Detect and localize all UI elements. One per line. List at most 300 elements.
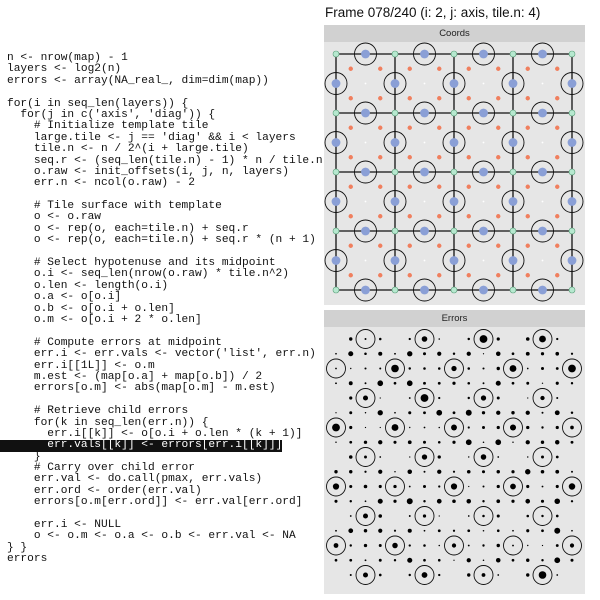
blue-point: [568, 138, 577, 147]
error-point: [394, 412, 396, 414]
error-point: [349, 470, 352, 473]
grid-point: [424, 260, 426, 262]
error-point: [512, 352, 515, 355]
error-point: [482, 367, 484, 369]
error-point: [555, 352, 559, 356]
error-point: [363, 395, 368, 400]
code-line: errors <- array(NA_real_, dim=dim(map)): [7, 74, 269, 87]
error-point: [332, 424, 340, 432]
error-point: [409, 338, 411, 340]
orange-point: [408, 96, 412, 100]
error-point: [527, 545, 528, 546]
error-point: [409, 544, 411, 546]
error-point: [468, 486, 469, 487]
orange-point: [555, 96, 559, 100]
error-point: [512, 442, 513, 443]
code-line: errors: [7, 553, 48, 566]
error-point: [378, 499, 383, 504]
error-point: [453, 560, 454, 561]
errors-panel-title: Errors: [324, 310, 585, 327]
code-line: tile.n <- n / 2^(i + large.tile): [7, 143, 249, 156]
orange-point: [496, 67, 500, 71]
orange-point: [555, 155, 559, 159]
vertex-point: [510, 169, 516, 175]
error-point: [378, 410, 383, 415]
error-point: [554, 528, 560, 534]
blue-point: [361, 286, 370, 295]
orange-point: [437, 185, 441, 189]
error-point: [349, 559, 352, 562]
error-point: [378, 529, 382, 533]
orange-point: [526, 273, 530, 277]
blue-point: [509, 138, 518, 147]
error-point: [379, 456, 381, 458]
blue-point: [509, 79, 518, 88]
error-point: [364, 529, 367, 532]
error-point: [378, 514, 382, 518]
error-point: [556, 382, 559, 385]
code-line: # Tile surface with template: [7, 200, 222, 213]
grid-point: [542, 201, 544, 203]
orange-point: [349, 273, 353, 277]
error-point: [571, 530, 573, 532]
error-point: [407, 498, 413, 504]
blue-point: [420, 286, 429, 295]
error-point: [482, 515, 485, 518]
error-point: [571, 500, 573, 502]
error-point: [569, 483, 575, 489]
error-point: [556, 485, 559, 488]
error-point: [512, 382, 515, 385]
error-point: [407, 351, 412, 356]
error-point: [541, 559, 543, 561]
error-point: [379, 485, 382, 488]
orange-point: [496, 273, 500, 277]
error-point: [393, 500, 396, 503]
error-point: [554, 498, 560, 504]
error-point: [394, 471, 395, 472]
error-point: [556, 515, 559, 518]
error-point: [526, 485, 529, 488]
error-point: [422, 572, 428, 578]
code-line: err.ord <- order(err.val): [7, 484, 202, 497]
code-line: n <- nrow(map) - 1: [7, 52, 128, 64]
blue-point: [538, 286, 547, 295]
orange-point: [378, 214, 382, 218]
error-point: [482, 500, 484, 502]
error-point: [466, 499, 471, 504]
error-point: [497, 337, 500, 340]
error-point: [437, 470, 441, 474]
error-point: [409, 574, 411, 576]
blue-point: [361, 50, 370, 59]
error-point: [453, 411, 456, 414]
error-point: [467, 382, 470, 385]
vertex-point: [333, 287, 339, 293]
error-point: [438, 382, 441, 385]
grid-point: [365, 201, 367, 203]
blue-point: [509, 256, 518, 265]
orange-point: [467, 244, 471, 248]
error-point: [364, 544, 367, 547]
orange-point: [467, 155, 471, 159]
error-point: [497, 529, 500, 532]
vertex-point: [451, 51, 457, 57]
error-point: [497, 544, 500, 547]
error-point: [453, 530, 455, 532]
error-point: [379, 338, 382, 341]
blue-point: [509, 197, 518, 206]
error-point: [570, 426, 574, 430]
error-point: [364, 352, 367, 355]
vertex-point: [569, 51, 575, 57]
orange-point: [437, 244, 441, 248]
error-point: [571, 353, 573, 355]
error-point: [526, 352, 530, 356]
error-point: [526, 573, 529, 576]
error-point: [541, 426, 543, 428]
orange-point: [349, 96, 353, 100]
orange-point: [496, 214, 500, 218]
error-point: [555, 470, 559, 474]
blue-point: [420, 50, 429, 59]
orange-point: [555, 67, 559, 71]
error-point: [380, 397, 381, 398]
error-point: [467, 367, 470, 370]
vertex-point: [451, 110, 457, 116]
error-point: [452, 499, 456, 503]
error-point: [423, 441, 426, 444]
error-point: [482, 544, 484, 546]
error-point: [363, 513, 368, 518]
orange-point: [408, 214, 412, 218]
orange-point: [378, 155, 382, 159]
code-line: # Carry over child error: [7, 462, 195, 475]
grid-point: [365, 142, 367, 144]
error-point: [483, 441, 485, 443]
vertex-point: [569, 110, 575, 116]
error-point: [438, 338, 440, 340]
error-point: [348, 351, 353, 356]
error-point: [467, 573, 470, 576]
error-point: [482, 411, 485, 414]
error-point: [525, 469, 530, 474]
orange-point: [496, 244, 500, 248]
orange-point: [408, 126, 412, 130]
error-point: [496, 499, 500, 503]
blue-point: [538, 227, 547, 236]
code-line: } }: [7, 541, 28, 554]
error-point: [421, 394, 429, 402]
error-point: [467, 558, 471, 562]
error-point: [512, 559, 515, 562]
code-line: m.est <- (map[o.a] + map[o.b]) / 2: [7, 370, 263, 383]
error-point: [424, 471, 426, 473]
orange-point: [526, 214, 530, 218]
error-point: [568, 365, 576, 373]
orange-point: [378, 185, 382, 189]
error-point: [438, 545, 440, 547]
error-point: [527, 456, 528, 457]
error-point: [364, 485, 368, 489]
error-point: [526, 440, 530, 444]
error-point: [571, 471, 573, 473]
blue-point: [450, 138, 459, 147]
grid-point: [483, 142, 485, 144]
orange-point: [555, 185, 559, 189]
error-point: [451, 366, 456, 371]
error-point: [424, 427, 426, 429]
error-point: [542, 383, 543, 384]
error-point: [350, 500, 352, 502]
error-point: [350, 368, 351, 369]
error-point: [466, 439, 472, 445]
code-line: for(k in seq_len(err.n)) {: [7, 416, 209, 429]
code-line: err.i <- err.vals <- vector('list', err.n): [7, 348, 316, 361]
orange-point: [526, 67, 530, 71]
blue-point: [479, 227, 488, 236]
error-point: [571, 382, 573, 384]
error-point: [423, 485, 426, 488]
blue-point: [332, 79, 341, 88]
grid-point: [424, 83, 426, 85]
coords-panel-title: Coords: [324, 25, 585, 42]
error-point: [541, 441, 544, 444]
error-point: [438, 367, 441, 370]
error-point: [437, 352, 441, 356]
error-point: [394, 530, 396, 532]
error-point: [496, 381, 501, 386]
grid-point: [542, 83, 544, 85]
vertex-point: [569, 287, 575, 293]
code-line: large.tile <- j == 'diag' && i < layers: [7, 131, 296, 144]
orange-point: [467, 214, 471, 218]
blue-point: [479, 168, 488, 177]
error-point: [438, 427, 440, 429]
blue-point: [361, 168, 370, 177]
error-point: [438, 455, 441, 458]
code-line: err.i[[1L]] <- o.m: [7, 359, 155, 372]
error-point: [541, 470, 545, 474]
vertex-point: [510, 228, 516, 234]
error-point: [423, 411, 426, 414]
error-point: [525, 499, 530, 504]
error-point: [554, 557, 560, 563]
orange-point: [349, 244, 353, 248]
error-point: [468, 515, 470, 517]
error-point: [394, 353, 396, 355]
error-point: [438, 441, 441, 444]
error-point: [349, 381, 353, 385]
error-point: [542, 486, 544, 488]
error-point: [350, 544, 352, 546]
blue-point: [538, 50, 547, 59]
code-line: # Select hypotenuse and its midpoint: [7, 257, 276, 270]
blue-point: [420, 168, 429, 177]
error-point: [468, 545, 470, 547]
error-point: [468, 338, 470, 340]
error-point: [423, 500, 425, 502]
error-point: [468, 397, 470, 399]
error-point: [438, 559, 441, 562]
orange-point: [437, 273, 441, 277]
error-point: [377, 380, 383, 386]
orange-point: [467, 96, 471, 100]
error-point: [496, 558, 501, 563]
code-line: err.n <- ncol(o.raw) - 2: [7, 177, 195, 190]
error-point: [510, 484, 516, 490]
error-point: [408, 411, 411, 414]
blue-point: [538, 168, 547, 177]
vertex-point: [392, 169, 398, 175]
code-line: err.val <- do.call(pmax, err.vals): [7, 473, 263, 486]
blue-point: [568, 79, 577, 88]
error-point: [466, 410, 472, 416]
error-point: [540, 396, 544, 400]
error-point: [363, 572, 368, 577]
error-point: [364, 441, 367, 444]
error-point: [527, 397, 528, 398]
orange-point: [467, 185, 471, 189]
vertex-point: [451, 287, 457, 293]
error-point: [526, 529, 529, 532]
vertex-point: [333, 169, 339, 175]
error-point: [510, 424, 516, 430]
error-point: [539, 336, 546, 343]
error-point: [483, 530, 485, 532]
error-point: [391, 365, 399, 373]
error-point: [497, 456, 499, 458]
vertex-point: [333, 51, 339, 57]
code-line: # Initialize template tile: [7, 120, 209, 133]
orange-point: [526, 126, 530, 130]
error-point: [541, 529, 544, 532]
error-point: [555, 410, 560, 415]
code-line: o.len <- length(o.i): [7, 279, 169, 292]
code-line: for(j in c('axis', 'diag')) {: [7, 108, 216, 121]
code-listing: [7, 53, 323, 566]
error-point: [541, 456, 544, 459]
vertex-point: [451, 169, 457, 175]
coords-panel: [324, 25, 585, 305]
error-point: [468, 456, 469, 457]
error-point: [365, 338, 367, 340]
blue-point: [420, 109, 429, 118]
grid-point: [483, 83, 485, 85]
error-point: [482, 485, 484, 487]
blue-point: [568, 197, 577, 206]
error-point: [541, 352, 544, 355]
error-point: [409, 397, 411, 399]
error-point: [452, 441, 455, 444]
orange-point: [408, 244, 412, 248]
error-point: [571, 441, 574, 444]
code-line-highlighted: err.vals[[k]] <- errors[err.i[[k]]]: [0, 440, 282, 451]
error-point: [438, 485, 440, 487]
error-point: [378, 352, 382, 356]
orange-point: [496, 155, 500, 159]
blue-point: [391, 138, 400, 147]
error-point: [452, 382, 455, 385]
error-point: [393, 441, 396, 444]
error-point: [335, 368, 337, 370]
vertex-point: [510, 51, 516, 57]
code-line: [7, 87, 323, 98]
error-point: [394, 559, 396, 561]
error-point: [526, 426, 529, 429]
vertex-point: [392, 228, 398, 234]
error-point: [483, 559, 485, 561]
orange-point: [378, 67, 382, 71]
error-point: [437, 499, 442, 504]
error-point: [392, 543, 397, 548]
error-point: [556, 338, 558, 340]
blue-point: [450, 197, 459, 206]
error-point: [556, 426, 559, 429]
error-point: [481, 395, 486, 400]
error-point: [423, 559, 426, 562]
vertex-point: [569, 228, 575, 234]
code-line: # Compute errors at midpoint: [7, 336, 222, 349]
error-point: [333, 483, 339, 489]
error-point: [570, 543, 574, 547]
error-point: [408, 440, 412, 444]
error-point: [539, 571, 547, 579]
error-point: [349, 485, 352, 488]
error-point: [422, 336, 428, 342]
error-point: [526, 559, 529, 562]
error-point: [495, 439, 501, 445]
error-point: [436, 410, 442, 416]
error-point: [511, 411, 514, 414]
orange-point: [378, 126, 382, 130]
grid-point: [542, 260, 544, 262]
code-line: o <- rep(o, each=tile.n) + seq.r: [7, 222, 249, 235]
code-line: o <- o.m <- o.a <- o.b <- err.val <- NA: [7, 530, 296, 543]
error-point: [409, 456, 410, 457]
code-line: # Retrieve child errors: [7, 405, 189, 418]
error-point: [378, 470, 382, 474]
error-point: [497, 470, 500, 473]
coords-plot: [324, 42, 585, 305]
grid-point: [424, 142, 426, 144]
code-line: o <- rep(o, each=tile.n) + seq.r * (n + 1): [7, 234, 316, 247]
vertex-point: [333, 228, 339, 234]
error-point: [542, 545, 543, 546]
blue-point: [568, 256, 577, 265]
orange-point: [496, 185, 500, 189]
error-point: [542, 412, 544, 414]
error-point: [438, 529, 441, 532]
grid-point: [542, 142, 544, 144]
error-point: [408, 529, 412, 533]
error-point: [497, 514, 500, 517]
error-point: [380, 427, 381, 428]
error-point: [555, 440, 559, 444]
error-point: [365, 500, 367, 502]
error-point: [335, 382, 337, 384]
error-point: [407, 380, 413, 386]
error-point: [511, 500, 514, 503]
code-line: err.i <- NULL: [7, 519, 122, 532]
error-point: [349, 396, 352, 399]
error-point: [378, 440, 382, 444]
error-point: [482, 426, 485, 429]
blue-point: [479, 50, 488, 59]
orange-point: [349, 126, 353, 130]
error-point: [510, 365, 517, 372]
error-point: [438, 574, 440, 576]
